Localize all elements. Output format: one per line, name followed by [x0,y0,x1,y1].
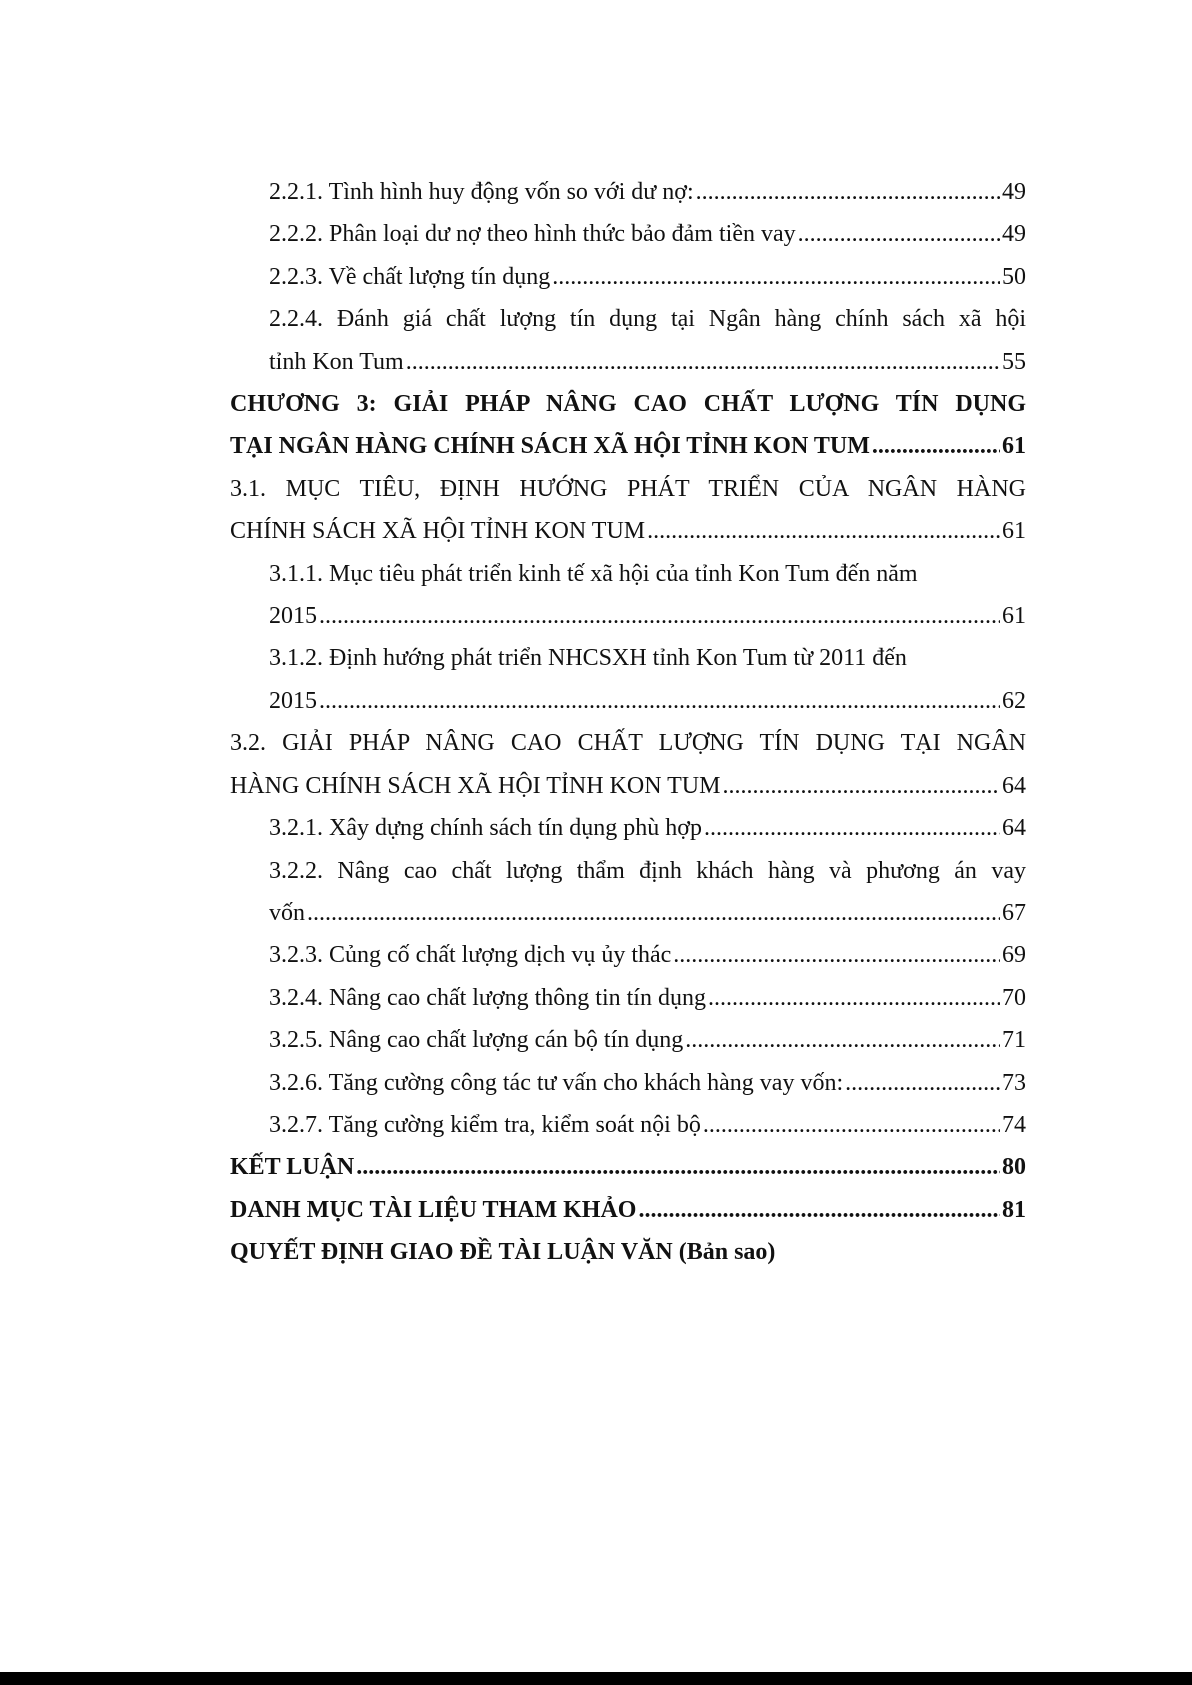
toc-page-number: 67 [1002,899,1026,926]
toc-line [230,510,1026,552]
dot-leader [704,807,1000,849]
toc-page-number: 64 [1002,815,1026,842]
toc-entry-title-line: 3.1. MỤC TIÊU, ĐỊNH HƯỚNG PHÁT TRIỂN CỦA NGÂN HÀNG [230,475,1026,502]
dot-leader [638,1189,1000,1231]
toc-line [269,892,1026,934]
toc-entry-ket-luan[interactable] [230,1146,1026,1188]
toc-page-number: 55 [1002,348,1026,375]
toc-entry-title: QUYẾT ĐỊNH GIAO ĐỀ TÀI LUẬN VĂN (Bản sao) [230,1239,776,1266]
toc-entry-3-2-3[interactable] [230,934,1026,976]
toc-line [269,807,1026,849]
toc-line [269,256,1026,298]
toc-entry-title: 2.2.1. Tình hình huy động vốn so với dư nợ: [269,179,694,205]
toc-entry-3-2-4[interactable] [230,977,1026,1019]
toc-entry-title-line: 3.1.2. Định hướng phát triển NHCSXH tỉnh Kon Tum từ 2011 đến [269,645,907,672]
toc-page-number: 69 [1002,942,1026,969]
toc-entry-title: 3.2.6. Tăng cường công tác tư vấn cho khách hàng vay vốn: [269,1069,844,1096]
toc-line [230,1146,1026,1188]
toc-page-number: 61 [1002,518,1026,545]
toc-entry-title-line: CHƯƠNG 3: GIẢI PHÁP NÂNG CAO CHẤT LƯỢNG TÍN DỤNG [230,391,1026,418]
toc-entry-3-2-2[interactable] [230,850,1026,935]
dot-leader [319,595,1000,637]
toc-page-number: 61 [1002,433,1026,460]
toc-entry-title: 3.2.4. Nâng cao chất lượng thông tin tín dụng [269,984,706,1011]
dot-leader [722,765,1000,807]
dot-leader [685,1019,1000,1061]
toc-page-number: 49 [1002,179,1026,205]
dot-leader [703,1104,1000,1146]
toc-entry-quyet-dinh[interactable] [230,1231,1026,1273]
toc-entry-title-continued: 2015 [269,687,317,714]
toc-page-number: 49 [1002,221,1026,248]
toc-entry-title-continued: vốn [269,899,305,926]
toc-page-number: 80 [1002,1154,1026,1181]
toc-line [230,765,1026,807]
toc-line [269,1104,1026,1146]
dot-leader [356,1146,1000,1188]
toc-page-number: 81 [1002,1196,1026,1223]
toc-entry-3-1-2[interactable] [230,637,1026,722]
toc-line [269,341,1026,383]
toc-line [269,213,1026,255]
toc-entry-title: KẾT LUẬN [230,1154,355,1181]
toc-line [269,1019,1026,1061]
toc-line [269,595,1026,637]
toc-page-number: 64 [1002,772,1026,799]
dot-leader [552,256,1000,298]
toc-entry-title-line: 3.1.1. Mục tiêu phát triển kinh tế xã hội của tỉnh Kon Tum đến năm [269,560,918,587]
dot-leader [319,680,1000,722]
toc-entry-title-continued: CHÍNH SÁCH XÃ HỘI TỈNH KON TUM [230,518,646,545]
toc-entry-title-continued: 2015 [269,603,317,630]
toc-page-number: 73 [1002,1069,1026,1096]
toc-entry-title-line: 3.2.2. Nâng cao chất lượng thẩm định khách hàng và phương án vay [269,857,1026,884]
dot-leader [708,977,1000,1019]
toc-entry-title: 3.2.5. Nâng cao chất lượng cán bộ tín dụng [269,1027,684,1054]
toc-entry-2-2-4[interactable] [230,298,1026,383]
dot-leader [845,1062,1000,1104]
toc-line [269,171,1026,213]
toc-entry-title-continued: TẠI NGÂN HÀNG CHÍNH SÁCH XÃ HỘI TỈNH KON TUM [230,433,870,460]
dot-leader [798,213,1000,255]
toc-page-number: 62 [1002,687,1026,714]
toc-entry-3-2-1[interactable] [230,807,1026,849]
toc-line [269,1062,1026,1104]
toc-entry-3-2-6[interactable] [230,1062,1026,1104]
toc-entry-2-2-3[interactable] [230,256,1026,298]
toc-entry-title: 3.2.1. Xây dựng chính sách tín dụng phù hợp [269,815,702,842]
dot-leader [406,341,1000,383]
dot-leader [673,934,1000,976]
toc-line [230,1189,1026,1231]
toc-entry-3-2-7[interactable] [230,1104,1026,1146]
toc-entry-title-line: 2.2.4. Đánh giá chất lượng tín dụng tại Ngân hàng chính sách xã hội [269,306,1026,333]
toc-entry-danh-muc-tai-lieu[interactable] [230,1189,1026,1231]
page-bottom-edge [0,1672,1192,1685]
toc-entry-title: 3.2.7. Tăng cường kiểm tra, kiểm soát nội bộ [269,1111,701,1138]
toc-entry-3-1[interactable] [230,468,1026,553]
toc-entry-3-2-5[interactable] [230,1019,1026,1061]
dot-leader [307,892,1000,934]
toc-entry-title-continued: HÀNG CHÍNH SÁCH XÃ HỘI TỈNH KON TUM [230,772,721,799]
toc-line [269,680,1026,722]
dot-leader [647,510,1000,552]
toc-page-number: 70 [1002,984,1026,1011]
table-of-contents [230,171,1026,1274]
toc-entry-title: DANH MỤC TÀI LIỆU THAM KHẢO [230,1196,637,1223]
toc-entry-2-2-1[interactable] [230,171,1026,213]
toc-entry-chuong-3[interactable] [230,383,1026,468]
toc-page-number: 74 [1002,1111,1026,1138]
dot-leader [872,425,1000,467]
toc-entry-3-2[interactable] [230,722,1026,807]
toc-entry-title: 2.2.3. Về chất lượng tín dụng [269,263,551,290]
toc-line [269,934,1026,976]
toc-entry-title-line: 3.2. GIẢI PHÁP NÂNG CAO CHẤT LƯỢNG TÍN DỤNG TẠI NGÂN [230,730,1026,757]
toc-page-number: 50 [1002,263,1026,290]
toc-entry-title: 2.2.2. Phân loại dư nợ theo hình thức bảo đảm tiền vay [269,221,796,248]
toc-page-number: 71 [1002,1027,1026,1054]
toc-page-number: 61 [1002,603,1026,630]
toc-entry-3-1-1[interactable] [230,553,1026,638]
toc-entry-2-2-2[interactable] [230,213,1026,255]
toc-line [269,977,1026,1019]
dot-leader [696,171,1000,213]
toc-entry-title-continued: tỉnh Kon Tum [269,348,404,375]
toc-entry-title: 3.2.3. Củng cố chất lượng dịch vụ ủy thác [269,942,672,969]
toc-line [230,425,1026,467]
